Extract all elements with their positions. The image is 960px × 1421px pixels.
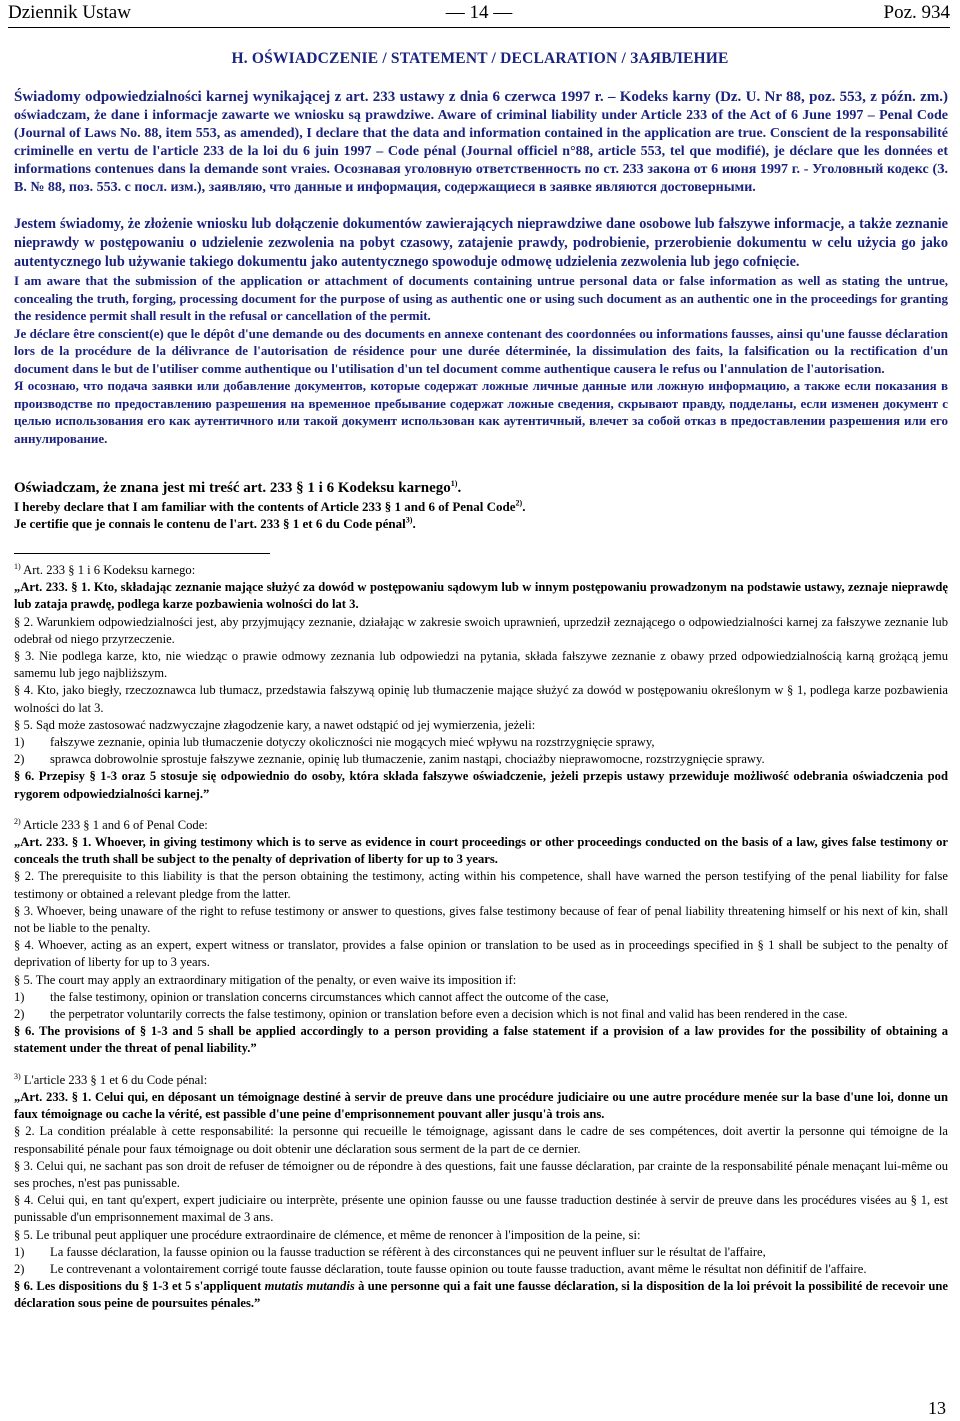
footnote-ref-1: 1) xyxy=(450,479,458,488)
familiar-end-pl: . xyxy=(457,480,462,496)
position-number: Poz. 934 xyxy=(883,2,950,23)
list-item: 2) Le contrevenant a volontairement corrigé toute fausse déclaration, toute fausse opinion ou toute fausse traduction, avant même le résultat non définitif de l'affaire. xyxy=(14,1261,867,1276)
footnote-1-p5: § 5. Sąd może zastosować nadzwyczajne złagodzenie kary, a nawet odstąpić od jej wymierzenia, jeżeli: xyxy=(14,717,536,732)
footnote-2-p5: § 5. The court may apply an extraordinary mitigation of the penalty, or even waive its imposition if: xyxy=(14,972,517,987)
footnote-1-p6: § 6. Przepisy § 1-3 oraz 5 stosuje się odpowiednio do osoby, która składa fałszywe oświadczenie, jeżeli przepis ustawy przewiduje możliwość odebrania oświadczenia pod rygorem odpowiedzialności karnej.” xyxy=(14,769,948,801)
footnote-3-p4: § 4. Celui qui, en tant qu'expert, expert judiciaire ou interprète, présente une opinion fausse ou une fausse traduction destinée à servir de preuve dans les procédures visées au § 1, est punissable d'un emprisonnement maximal de 3 ans. xyxy=(14,1193,948,1225)
footnote-3-list xyxy=(14,1244,948,1278)
awareness-pl-a: Świadomy odpowiedzialności karnej wynikającej z art. 233 ustawy z dnia 6 czerwca 1997 r. – Kodeks karny (Dz. U. Nr 88, poz. 553, z późn. zm.) xyxy=(14,89,948,105)
footnote-3-p1: „Art. 233. § 1. Celui qui, en déposant un témoignage destiné à servir de preuve dans une procédure judiciaire ou une autre procédure menée sur la base d'une loi, donne un faux témoignage ou cache la vérité, est passible d'une peine d'emprisonnement pouvant aller jusqu'à trois ans. xyxy=(14,1089,948,1122)
page-number: 13 xyxy=(928,1398,946,1418)
footnote-2-p4: § 4. Whoever, acting as an expert, expert witness or translator, provides a false opinion or translation to be used as in proceedings specified in § 1 shall be subject to the penalty of deprivation of liberty for up to 3 years. xyxy=(14,938,948,970)
footnote-3-p5: § 5. Le tribunal peut appliquer une procédure extraordinaire de clémence, et même de renoncer à l'imposition de la peine, si: xyxy=(14,1227,641,1242)
familiar-pl: Oświadczam, że znana jest mi treść art. 233 § 1 i 6 Kodeksu karnego xyxy=(14,480,451,496)
footnote-2-heading: $^{2)}$ Article 233 § 1 and 6 of Penal Code: xyxy=(14,816,208,832)
awareness-pl-b: oświadczam, że dane i informacje zawarte we wniosku są prawdziwe. xyxy=(14,108,435,123)
footnote-ref-3: 3) xyxy=(405,515,413,525)
footnote-3-marker: 3) xyxy=(14,1071,21,1081)
page-header xyxy=(8,2,950,26)
footnote-2-p3: § 3. Whoever, being unaware of the right to refuse testimony or answer to questions, gives false testimony because of fear of penal liability threatening himself or his next of kin, shall not be liable to the penalty. xyxy=(14,903,948,936)
familiar-fr: Je certifie que je connais le contenu de l'art. 233 § 1 et 6 du Code pénal xyxy=(14,516,406,531)
familiar-declaration xyxy=(14,478,948,532)
aware-false-en: I am aware that the submission of the application or attachment of documents containing untrue personal data or false information as well as stating the untrue, concealing the truth, forging, processing document for the purpose of using as authentic one or using such document as an authentic one in the proceedings for granting the residence permit shall result in the refusal or cancellation of the permit. xyxy=(14,273,948,323)
section-title: H. OŚWIADCZENIE / STATEMENT / DECLARATION / ЗАЯВЛЕНИЕ xyxy=(231,50,729,67)
footnote-1-p3: § 3. Nie podlega karze, kto, nie wiedząc o prawie odmowy zeznania lub odpowiedzi na pytania, składa fałszywe zeznanie z obawy przed odpowiedzialnością karną grożącą jemu samemu lub jego najbliższym. xyxy=(14,649,948,681)
awareness-fr: Conscient de la responsabilité criminelle en vertu de l'article 233 de la loi du 6 juin 1997 – Code pénal (Journal officiel n°88, article 553, tel que modifié), je déclare que les données et informations contenues dans la demande sont vraies. xyxy=(14,126,948,177)
footnote-1-heading: $^{1)}$ Art. 233 § 1 i 6 Kodeksu karnego: xyxy=(14,561,196,577)
content xyxy=(14,88,948,1313)
list-item: 1) fałszywe zeznanie, opinia lub tłumaczenie dotyczy okoliczności nie mogących mieć wpływu na rozstrzygnięcie sprawy, xyxy=(14,735,655,750)
awareness-paragraph xyxy=(14,88,948,197)
aware-false-pl: Jestem świadomy, że złożenie wniosku lub dołączenie dokumentów zawierających nieprawdziwe dane osobowe lub fałszywe informacje, a także zeznanie nieprawdy w postępowaniu o udzielenie zezwolenia na pobyt czasowy, zatajenie prawdy, podrobienie, przerobienie dokumentu w celu użycia go jako autentycznego lub używanie takiego dokumentu jako autentycznego spowoduje odmowę udzielenia zezwolenia lub jego cofnięcie. xyxy=(14,216,948,270)
header-page-number: — 14 — xyxy=(445,2,513,23)
familiar-end-en: . xyxy=(522,499,526,514)
footnote-3-heading: $^{3)}$ L'article 233 § 1 et 6 du Code pénal: xyxy=(14,1071,208,1087)
footnote-1-p2: § 2. Warunkiem odpowiedzialności jest, aby przyjmujący zeznanie, działając w zakresie swoich uprawnień, uprzedził zeznającego o odpowiedzialności karnej za fałszywe zeznanie lub odebrał od niego przyrzeczenie. xyxy=(14,614,948,646)
awareness-ru: Осознавая уголовную ответственность по ст. 233 закона от 6 июня 1997 г. - Уголовный кодекс (З. В. № 88, поз. 553. с посл. изм.), заявляю, что данные и информация, содержащиеся в заявке являются достоверными. xyxy=(14,162,948,195)
footnote-2-marker: 2) xyxy=(14,816,21,826)
footnote-1-list xyxy=(14,734,948,768)
footnote-2-p2: § 2. The prerequisite to this liability is that the person obtaining the testimony, acting within his competence, shall have warned the person testifying of the penal liability for false testimony or obtained a relevant pledge from the latter. xyxy=(14,869,948,901)
list-item: 2) the perpetrator voluntarily corrects the false testimony, opinion or translation before even a decision which is not final and valid has been rendered in the case. xyxy=(14,1007,848,1022)
footnote-separator xyxy=(14,553,270,554)
footnote-3-p6: § 6. Les dispositions du § 1-3 et 5 s'appliquent mutatis mutandis à une personne qui a fait une fausse déclaration, si la disposition de la loi prévoit la possibilité de recevoir une déclaration sous peine de poursuites pénales.” xyxy=(14,1279,948,1311)
list-item: 2) sprawca dobrowolnie sprostuje fałszywe zeznanie, opinię lub tłumaczenie, zanim nastąpi, chociażby nieprawomocne, rozstrzygnięcie sprawy. xyxy=(14,752,765,767)
list-item: 1) La fausse déclaration, la fausse opinion ou la fausse traduction se réfèrent à des circonstances qui ne peuvent influer sur le résultat de l'affaire, xyxy=(14,1244,766,1259)
journal-name: Dziennik Ustaw xyxy=(8,2,131,23)
aware-false-fr: Je déclare être conscient(e) que le dépôt d'une demande ou des documents en annexe contenant des coordonnées ou informations fausses, ainsi qu'une fausse déclaration lors de la procédure de la délivrance de l'autorisation de résidence pour une durée déterminée, la dissimulation des faits, la falsification ou la rectification d'un document dans le but de l'utiliser comme authentique ou l'utilisation d'un tel document comme authentique causera le refus ou l'annulation de l'autorisation. xyxy=(14,325,948,376)
footnote-ref-2: 2) xyxy=(515,498,523,508)
aware-false-ru: Я осознаю, что подача заявки или добавление документов, которые содержат ложные личные данные или ложную информацию, а также если показания в производстве по предоставлению разрешения на временное пребывание содержат ложные сведения, скрывают правду, подделаны, если изменен документ с целью использования его как аутентичного или такой документ использован как аутентичный, влечет за собой отказ в предоставлении разрешения или его аннулирование. xyxy=(14,378,948,446)
familiar-en: I hereby declare that I am familiar with the contents of Article 233 § 1 and 6 of Penal Code xyxy=(14,499,516,514)
footnote-1-marker: 1) xyxy=(14,561,21,571)
footnote-3-p3: § 3. Celui qui, ne sachant pas son droit de refuser de témoigner ou de répondre à des questions, fait une fausse déclaration, par crainte de la responsabilité pénale menaçant lui-même ou ses proches, n'est pas punissable. xyxy=(14,1158,948,1190)
awareness-en: Aware of criminal liability under Article 233 of the Act of 6 June 1997 – Penal Code (Journal of Laws No. 88, item 553, as amended), I declare that the data and information contained in the application are true. xyxy=(14,108,948,141)
footnote-2-p6: § 6. The provisions of § 1-3 and 5 shall be applied accordingly to a person providing a false statement if a provision of a law provides for the possibility of obtaining a statement under the threat of penal liability.” xyxy=(14,1024,948,1056)
list-item: 1) the false testimony, opinion or translation concerns circumstances which cannot affect the outcome of the case, xyxy=(14,989,609,1004)
header-rule xyxy=(8,27,950,28)
familiar-end-fr: . xyxy=(412,516,416,531)
footnote-1-p1: „Art. 233. § 1. Kto, składając zeznanie mające służyć za dowód w postępowaniu sądowym lub w innym postępowaniu prowadzonym na podstawie ustawy, zeznaje nieprawdę lub zataja prawdę, podlega karze pozbawienia wolności do lat 3. xyxy=(14,580,948,612)
footnote-2-list xyxy=(14,989,948,1023)
footnote-2-p1: „Art. 233. § 1. Whoever, in giving testimony which is to serve as evidence in court proceedings or other proceedings conducted on the basis of a law, gives false testimony or conceals the truth shall be subject to the penalty of deprivation of liberty for up to 3 years. xyxy=(14,835,948,867)
footnote-1-p4: § 4. Kto, jako biegły, rzeczoznawca lub tłumacz, przedstawia fałszywą opinię lub tłumaczenie mające służyć za dowód w postępowaniu określonym w § 1, podlega karze pozbawienia wolności do lat 3. xyxy=(14,683,948,715)
footnote-3-p2: § 2. La condition préalable à cette responsabilité: la personne qui recueille le témoignage, agissant dans le cadre de ses compétences, doit avertir la personne qui témoigne de la responsabilité pénale pour faux témoignage ou doit obtenir une déclaration sous serment de la part de ce dernier. xyxy=(14,1124,948,1156)
